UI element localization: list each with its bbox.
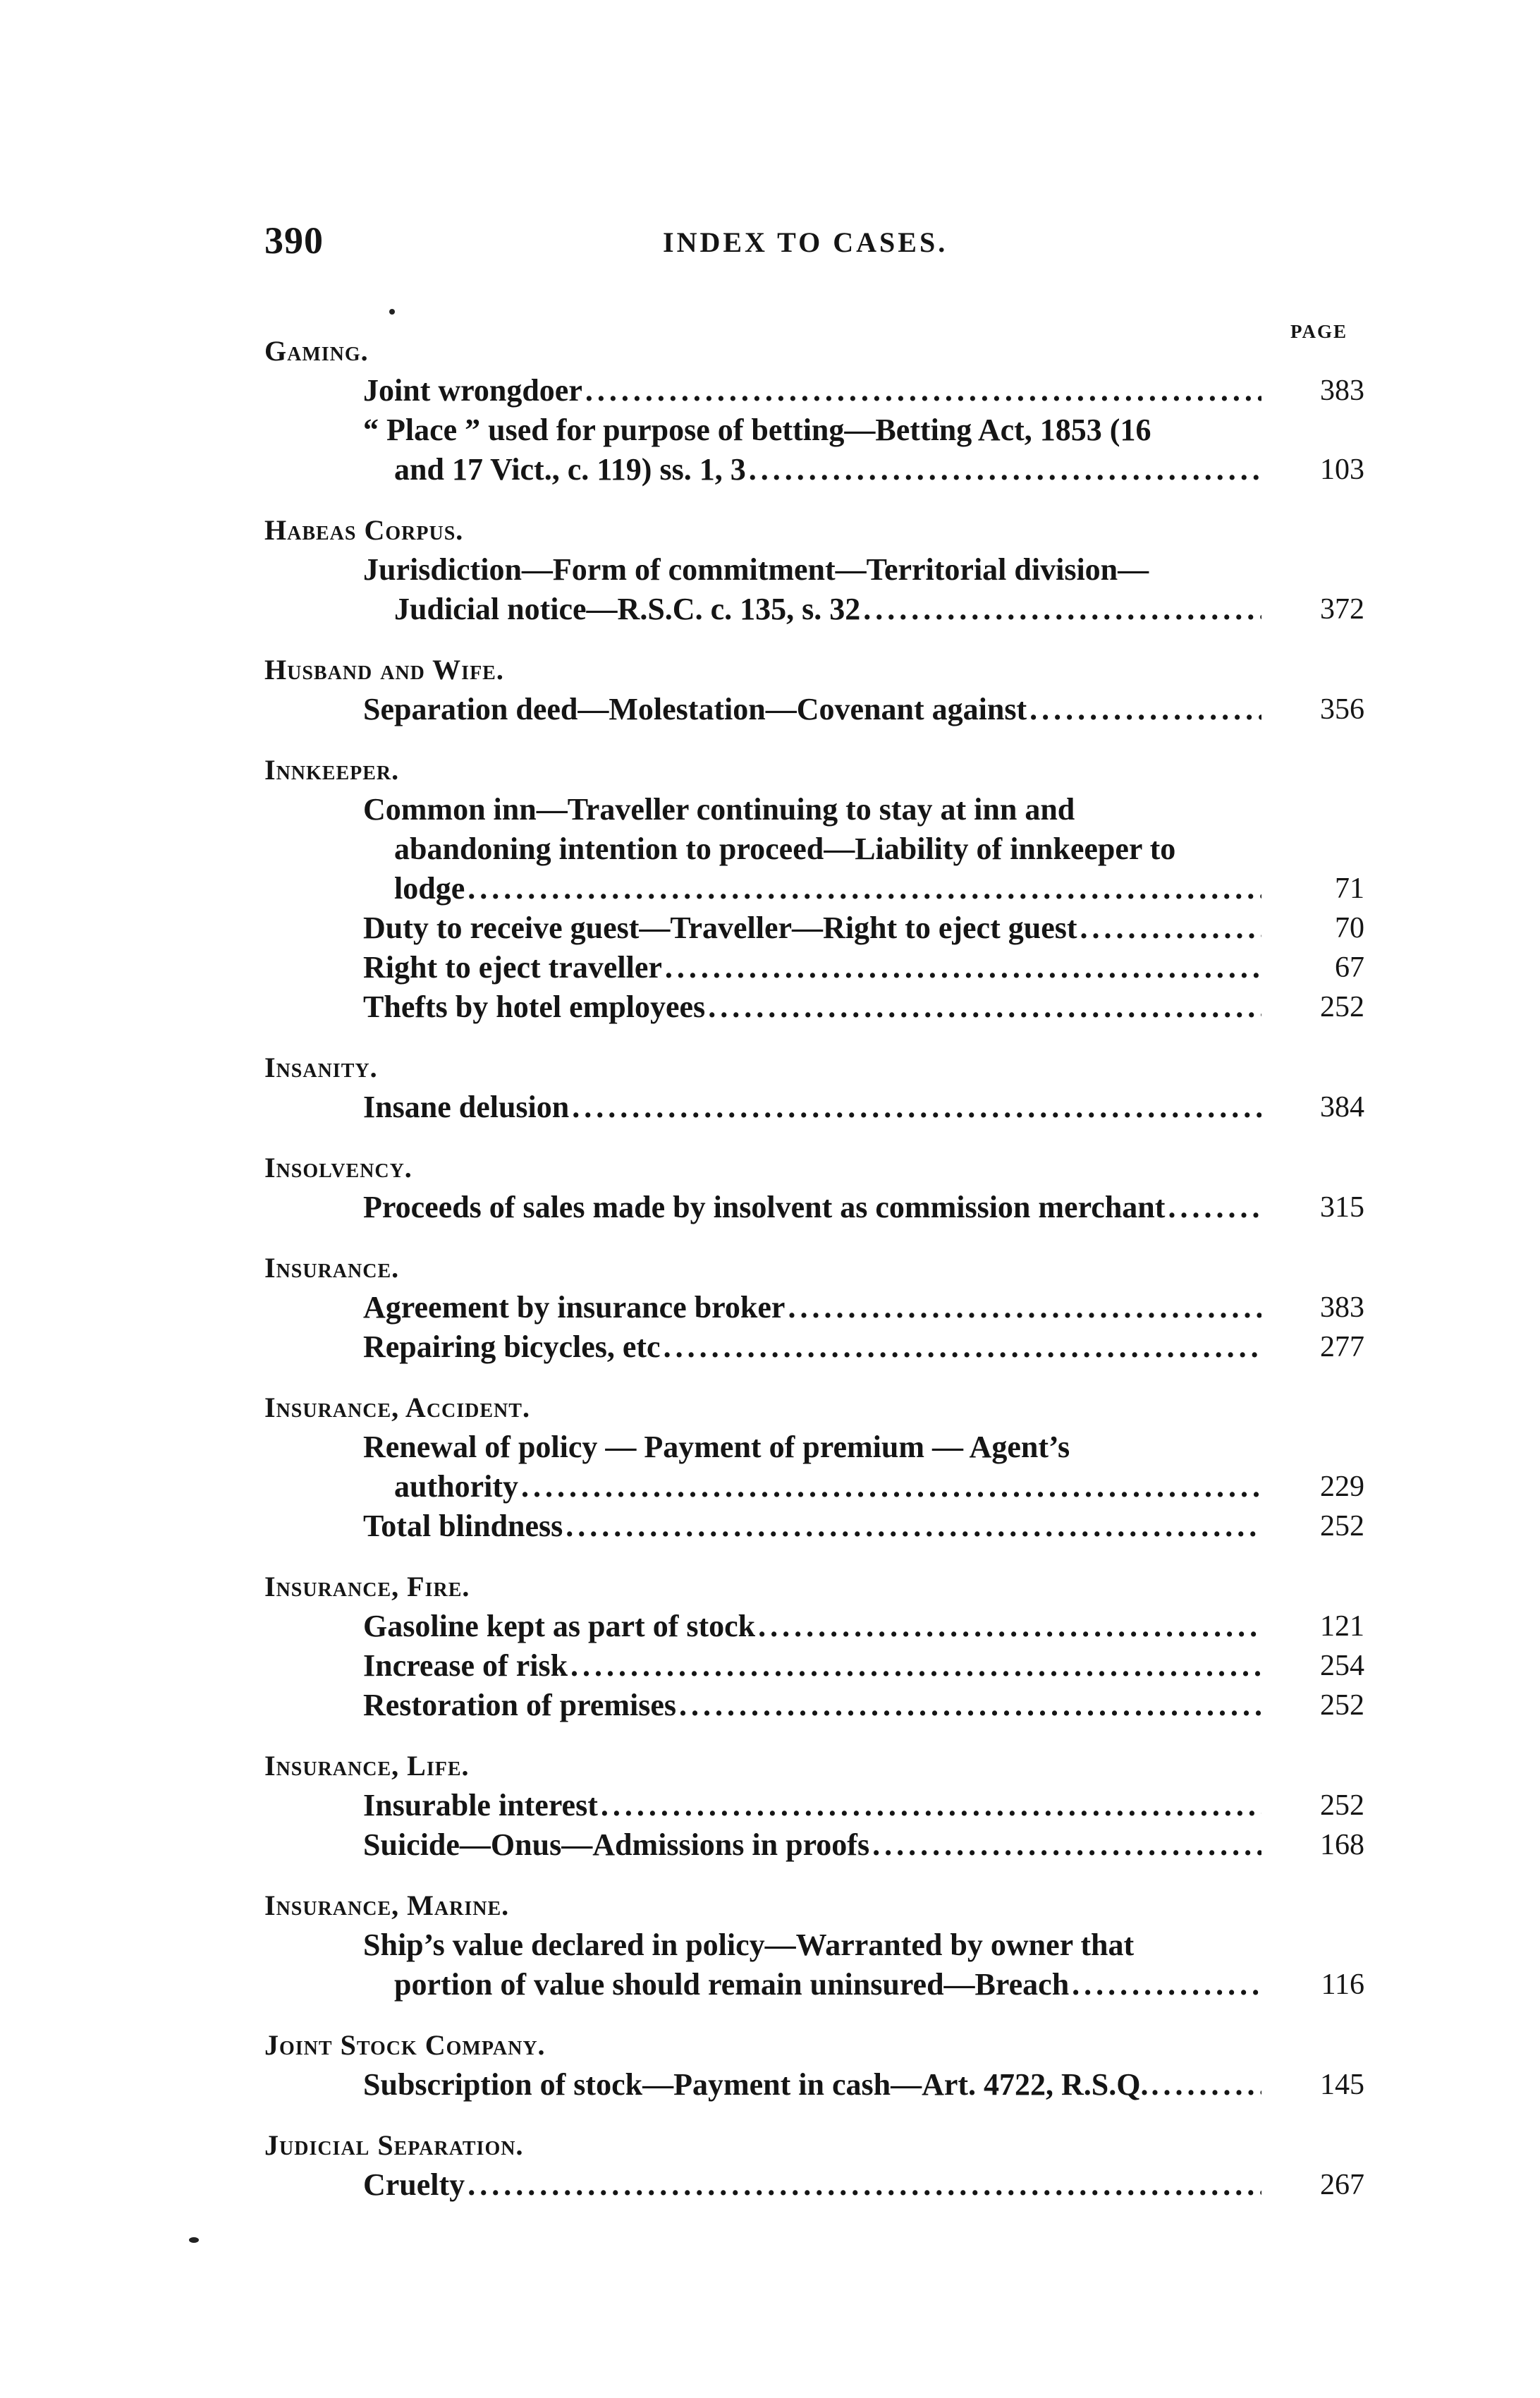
index-entry	[363, 790, 1364, 908]
entry-text: Renewal of policy — Payment of premium — Agent’s	[363, 1430, 1070, 1464]
entry-line	[363, 1467, 1266, 1507]
index-entry	[363, 1607, 1364, 1646]
index-entry	[363, 1686, 1364, 1725]
entry-text: and 17 Vict., c. 119) ss. 1, 3	[394, 452, 746, 487]
entry-line	[363, 1646, 1266, 1686]
entry-text: Proceeds of sales made by insolvent as commission merchant	[363, 1190, 1166, 1224]
entry-line	[363, 1088, 1266, 1127]
entry-text: Suicide—Onus—Admissions in proofs	[363, 1827, 870, 1862]
dot-leader	[758, 1607, 1261, 1646]
page-reference: 145	[1320, 2069, 1364, 2101]
section-heading: Husband and Wife.	[264, 654, 504, 686]
page-reference: 315	[1320, 1191, 1364, 1224]
entry-text: authority	[394, 1469, 518, 1504]
index-section	[264, 1048, 1364, 1127]
entry-line	[363, 1686, 1266, 1725]
page-number: 390	[264, 219, 324, 262]
entry-text: “ Place ” used for purpose of betting—Betting Act, 1853 (16	[363, 413, 1151, 447]
page-header	[264, 219, 1364, 275]
dot-leader	[679, 1686, 1261, 1725]
index-section	[264, 1746, 1364, 1865]
entry-text: Gasoline kept as part of stock	[363, 1609, 756, 1643]
entry-line	[363, 450, 1266, 489]
entry-text: lodge	[394, 871, 465, 906]
entry-text: Common inn—Traveller continuing to stay at inn and	[363, 792, 1075, 827]
entry-line	[363, 690, 1266, 729]
section-heading: Insurance, Marine.	[264, 1889, 510, 1921]
section-heading: Gaming.	[264, 335, 369, 367]
section-heading: Insurance, Fire.	[264, 1571, 470, 1602]
dot-leader	[468, 869, 1261, 908]
index-entry	[363, 908, 1364, 948]
entry-line	[363, 1607, 1266, 1646]
index-entry	[363, 1825, 1364, 1865]
page-reference: 67	[1335, 951, 1364, 984]
index-section	[264, 1886, 1364, 2004]
entry-line	[363, 590, 1266, 629]
index-entry	[363, 1088, 1364, 1127]
dot-leader	[521, 1467, 1261, 1507]
entry-line	[363, 1825, 1266, 1865]
index-entry	[363, 1288, 1364, 1327]
page-reference: 277	[1320, 1331, 1364, 1363]
dot-leader	[788, 1288, 1261, 1327]
index-entry	[363, 987, 1364, 1027]
index-list	[264, 331, 1364, 2205]
section-heading: Joint Stock Company.	[264, 2029, 546, 2061]
entry-text: Duty to receive guest—Traveller—Right to eject guest	[363, 911, 1077, 945]
dot-leader	[863, 590, 1261, 629]
entry-text: Insane delusion	[363, 1090, 570, 1124]
dot-leader	[665, 948, 1261, 987]
page-reference: 252	[1320, 1510, 1364, 1542]
index-entry	[363, 371, 1364, 410]
entry-text: Total blindness	[363, 1509, 563, 1543]
index-section	[264, 331, 1364, 489]
dot-leader	[664, 1327, 1261, 1367]
page-reference: 70	[1335, 912, 1364, 944]
dot-leader	[1029, 690, 1261, 729]
entry-line	[363, 1428, 1266, 1467]
index-section	[264, 2126, 1364, 2205]
entry-line	[363, 550, 1266, 590]
section-heading: Insanity.	[264, 1052, 378, 1083]
dot-leader	[1080, 908, 1262, 948]
entry-text: Restoration of premises	[363, 1688, 676, 1722]
page-reference: 116	[1321, 1968, 1364, 2001]
running-title: INDEX TO CASES.	[663, 226, 948, 258]
dot-leader	[1168, 1188, 1261, 1227]
entry-text: Right to eject traveller	[363, 950, 662, 985]
section-heading: Innkeeper.	[264, 754, 400, 786]
index-entry	[363, 690, 1364, 729]
page-reference: 71	[1335, 872, 1364, 905]
index-entry	[363, 948, 1364, 987]
page-reference: 252	[1320, 991, 1364, 1023]
index-entry	[363, 2065, 1364, 2105]
index-section	[264, 511, 1364, 629]
dot-leader	[585, 371, 1261, 410]
page-reference: 229	[1320, 1471, 1364, 1503]
entry-line	[363, 1925, 1266, 1965]
page-reference: 103	[1320, 454, 1364, 486]
section-heading: Habeas Corpus.	[264, 514, 464, 546]
entry-line	[363, 829, 1266, 869]
index-section	[264, 2026, 1364, 2105]
page-reference: 356	[1320, 693, 1364, 726]
index-entry	[363, 1646, 1364, 1686]
index-entry	[363, 1188, 1364, 1227]
index-entry	[363, 2165, 1364, 2205]
page-reference: 254	[1320, 1650, 1364, 1682]
entry-text: portion of value should remain uninsured—Breach	[394, 1967, 1070, 2002]
entry-line	[363, 987, 1266, 1027]
index-section	[264, 1248, 1364, 1367]
entry-line	[363, 2065, 1266, 2105]
index-entry	[363, 1786, 1364, 1825]
dot-leader	[1151, 2065, 1262, 2105]
entry-text: abandoning intention to proceed—Liability of innkeeper to	[394, 832, 1176, 866]
page-reference: 168	[1320, 1829, 1364, 1861]
entry-line	[363, 948, 1266, 987]
page-reference: 383	[1320, 375, 1364, 407]
index-entry	[363, 1507, 1364, 1546]
page-reference: 267	[1320, 2169, 1364, 2201]
entry-line	[363, 1288, 1266, 1327]
entry-text: Separation deed—Molestation—Covenant against	[363, 692, 1027, 726]
page-reference: 252	[1320, 1689, 1364, 1722]
dot-leader	[601, 1786, 1261, 1825]
entry-text: Insurable interest	[363, 1788, 598, 1822]
entry-text: Joint wrongdoer	[363, 373, 582, 408]
page-column-label: PAGE	[1290, 321, 1348, 342]
page-reference: 384	[1320, 1091, 1364, 1124]
section-heading: Insurance, Accident.	[264, 1392, 530, 1423]
dot-leader	[749, 450, 1261, 489]
entry-text: Ship’s value declared in policy—Warranted by owner that	[363, 1928, 1135, 1962]
dot-leader	[872, 1825, 1261, 1865]
entry-text: Increase of risk	[363, 1648, 568, 1683]
entry-text: Subscription of stock—Payment in cash—Art. 4722, R.S.Q.	[363, 2067, 1149, 2102]
index-section	[264, 1148, 1364, 1227]
entry-line	[363, 869, 1266, 908]
entry-line	[363, 1507, 1266, 1546]
dot-leader	[468, 2165, 1261, 2205]
page-reference: 121	[1320, 1610, 1364, 1643]
dot-leader	[566, 1507, 1261, 1546]
entry-text: Jurisdiction—Form of commitment—Territorial division—	[363, 552, 1149, 587]
index-entry	[363, 1925, 1364, 2004]
index-entry	[363, 410, 1364, 489]
entry-text: Agreement by insurance broker	[363, 1290, 786, 1325]
entry-line	[363, 371, 1266, 410]
entry-line	[363, 1188, 1266, 1227]
section-heading: Insurance, Life.	[264, 1750, 470, 1782]
page-reference: 252	[1320, 1789, 1364, 1822]
index-section	[264, 1567, 1364, 1725]
section-heading: Insolvency.	[264, 1152, 412, 1183]
page-reference: 372	[1320, 593, 1364, 626]
print-speck	[189, 2237, 199, 2243]
dot-leader	[1072, 1965, 1261, 2004]
index-entry	[363, 1428, 1364, 1507]
entry-line	[363, 1965, 1266, 2004]
entry-line	[363, 790, 1266, 829]
section-heading: Insurance.	[264, 1252, 400, 1284]
index-section	[264, 750, 1364, 1027]
index-section	[264, 650, 1364, 729]
dot-leader	[572, 1088, 1261, 1127]
entry-text: Thefts by hotel employees	[363, 990, 706, 1024]
page-reference: 383	[1320, 1291, 1364, 1324]
entry-line	[363, 908, 1266, 948]
entry-text: Judicial notice—R.S.C. c. 135, s. 32	[394, 592, 861, 626]
entry-line	[363, 2165, 1266, 2205]
entry-line	[363, 1327, 1266, 1367]
dot-leader	[708, 987, 1261, 1027]
entry-line	[363, 410, 1266, 450]
section-heading: Judicial Separation.	[264, 2129, 524, 2161]
index-section	[264, 1388, 1364, 1546]
index-entry	[363, 550, 1364, 629]
dot-leader	[570, 1646, 1261, 1686]
index-entry	[363, 1327, 1364, 1367]
entry-text: Cruelty	[363, 2167, 465, 2202]
entry-line	[363, 1786, 1266, 1825]
entry-text: Repairing bicycles, etc	[363, 1329, 661, 1364]
print-speck	[389, 309, 395, 315]
